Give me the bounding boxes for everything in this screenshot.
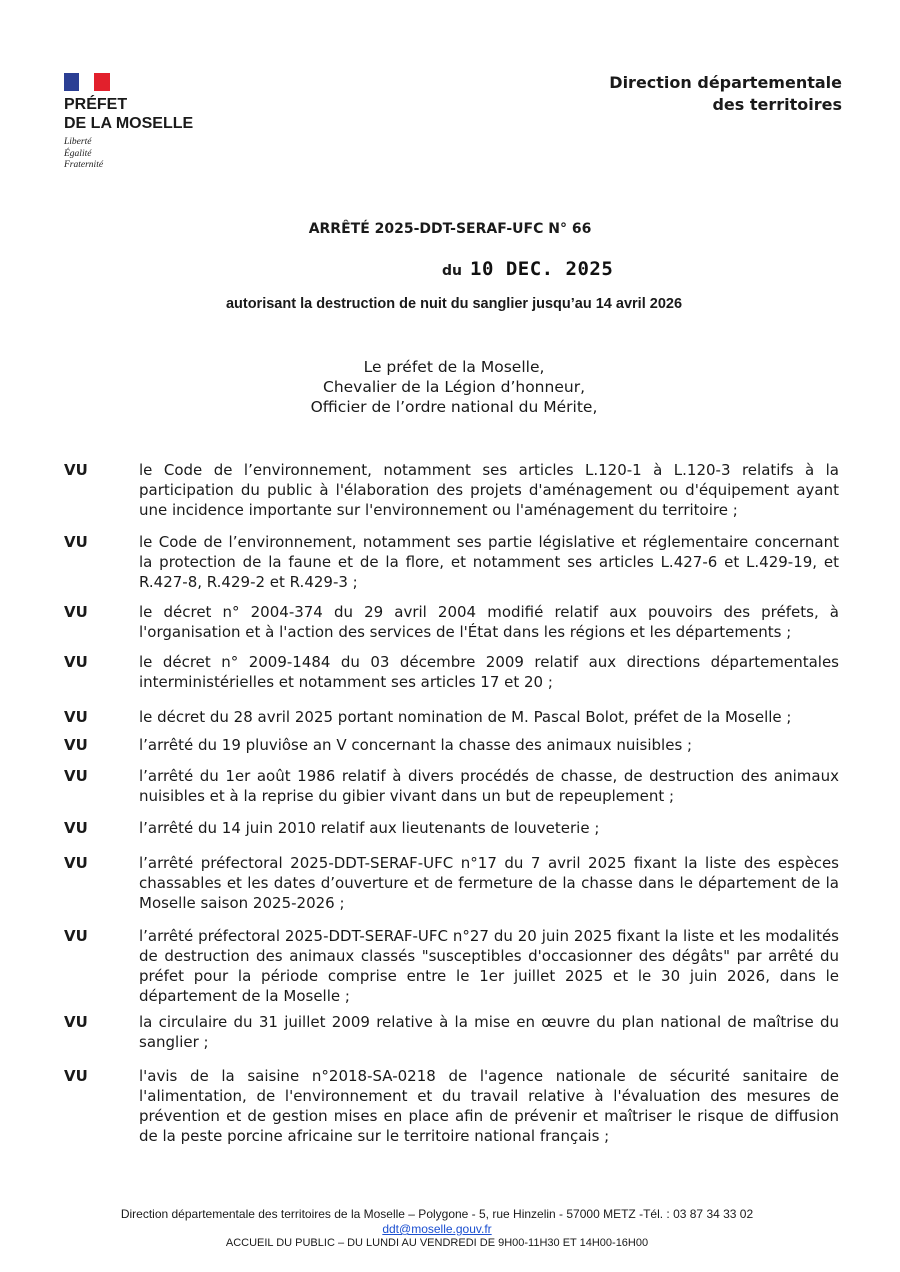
prefecture-name-line2: DE LA MOSELLE	[64, 115, 194, 132]
vu-item	[64, 707, 839, 727]
vu-item	[64, 652, 839, 692]
vu-label: VU	[64, 461, 88, 479]
vu-text: l’arrêté du 14 juin 2010 relatif aux lieutenants de louveterie ;	[139, 819, 600, 837]
vu-label: VU	[64, 927, 88, 945]
prefet-block	[0, 357, 900, 417]
vu-text: la circulaire du 31 juillet 2009 relative à la mise en œuvre du plan national de maîtrise du sanglier ;	[139, 1013, 839, 1051]
vu-label: VU	[64, 603, 88, 621]
vu-item	[64, 1012, 839, 1052]
vu-text: l’arrêté du 19 pluviôse an V concernant la chasse des animaux nuisibles ;	[139, 736, 693, 754]
date-stamp: 10 DEC. 2025	[470, 258, 614, 280]
prefet-line1: Le préfet de la Moselle,	[363, 358, 545, 376]
vu-item	[64, 766, 839, 806]
vu-label: VU	[64, 533, 88, 551]
vu-label: VU	[64, 653, 88, 671]
decree-object: autorisant la destruction de nuit du sanglier jusqu’au 14 avril 2026	[225, 296, 683, 312]
direction-line2: des territoires	[712, 95, 842, 114]
prefet-line3: Officier de l’ordre national du Mérite,	[310, 398, 598, 416]
vu-text: le décret du 28 avril 2025 portant nomination de M. Pascal Bolot, préfet de la Moselle ;	[139, 708, 792, 726]
vu-label: VU	[64, 1067, 88, 1085]
republic-flag-icon	[64, 73, 110, 91]
vu-item	[64, 602, 839, 642]
vu-item	[64, 818, 839, 838]
vu-label: VU	[64, 854, 88, 872]
footer-email-link[interactable]: ddt@moselle.gouv.fr	[382, 1222, 492, 1236]
vu-item	[64, 926, 839, 1006]
decree-date	[442, 258, 613, 280]
prefecture-logo	[64, 73, 224, 172]
direction-line1: Direction départementale	[609, 73, 842, 92]
prefecture-name-line1: PRÉFET	[64, 96, 128, 113]
vu-label: VU	[64, 767, 88, 785]
vu-text: le décret n° 2009-1484 du 03 décembre 2009 relatif aux directions départementales interministérielles et notamment ses articles 17 et 20 ;	[139, 653, 839, 691]
vu-text: l'avis de la saisine n°2018-SA-0218 de l'agence nationale de sécurité sanitaire de l'alimentation, de l'environnement et du travail relative à l'évaluation des mesures de prévention et de gestion mises en place afin de prévenir et maîtriser le risque de diffusion de la peste porcine africaine sur le territoire national français ;	[139, 1067, 839, 1145]
date-prefix: du	[442, 263, 462, 279]
vu-label: VU	[64, 1013, 88, 1031]
vu-text: l’arrêté préfectoral 2025-DDT-SERAF-UFC n°17 du 7 avril 2025 fixant la liste des espèces chassables et les dates d’ouverture et de fermeture de la chasse dans le département de la Moselle saison 2025-2026 ;	[139, 854, 839, 912]
vu-label: VU	[64, 708, 88, 726]
footer-hours: ACCUEIL DU PUBLIC – DU LUNDI AU VENDREDI DE 9H00-11H30 ET 14H00-16H00	[225, 1237, 649, 1249]
republic-motto	[64, 137, 224, 172]
vu-text: le décret n° 2004-374 du 29 avril 2004 modifié relatif aux pouvoirs des préfets, à l'organisation et à l'action des services de l'État dans les régions et les départements ;	[139, 603, 839, 641]
vu-text: l’arrêté du 1er août 1986 relatif à divers procédés de chasse, de destruction des animaux nuisibles et à la reprise du gibier vivant dans un but de repeuplement ;	[139, 767, 839, 805]
vu-item	[64, 1066, 839, 1146]
vu-text: le Code de l’environnement, notamment ses articles L.120-1 à L.120-3 relatifs à la participation du public à l'élaboration des projets d'aménagement ou d'équipement ayant une incidence importante sur l'environnement ou l'aménagement du territoire ;	[139, 461, 839, 519]
vu-text: l’arrêté préfectoral 2025-DDT-SERAF-UFC n°27 du 20 juin 2025 fixant la liste et les modalités de destruction des animaux classés "susceptibles d'occasionner des dégâts" par arrêté du préfet pour la période comprise entre le 1er juillet 2025 et le 30 juin 2026, dans le département de la Moselle ;	[139, 927, 839, 1005]
vu-item	[64, 735, 839, 755]
prefet-line2: Chevalier de la Légion d’honneur,	[323, 378, 585, 396]
vu-label: VU	[64, 736, 88, 754]
motto-egalite: Égalité	[64, 148, 92, 159]
vu-item	[64, 532, 839, 592]
direction-heading	[609, 72, 842, 116]
vu-label: VU	[64, 819, 88, 837]
prefecture-name	[64, 95, 224, 133]
vu-item	[64, 460, 839, 520]
motto-liberte: Liberté	[64, 137, 92, 147]
footer-address: Direction départementale des territoires de la Moselle – Polygone - 5, rue Hinzelin - 57000 METZ -Tél. : 03 87 34 33 02	[120, 1207, 754, 1221]
vu-item	[64, 853, 839, 913]
motto-fraternite: Fraternité	[64, 160, 104, 170]
vu-text: le Code de l’environnement, notamment ses partie législative et réglementaire concernant la protection de la faune et de la flore, et notamment ses articles L.427-6 et L.429-19, et R.427-8, R.429-2 et R.429-3 ;	[139, 533, 839, 591]
decree-title: ARRÊTÉ 2025-DDT-SERAF-UFC N° 66	[308, 221, 592, 237]
